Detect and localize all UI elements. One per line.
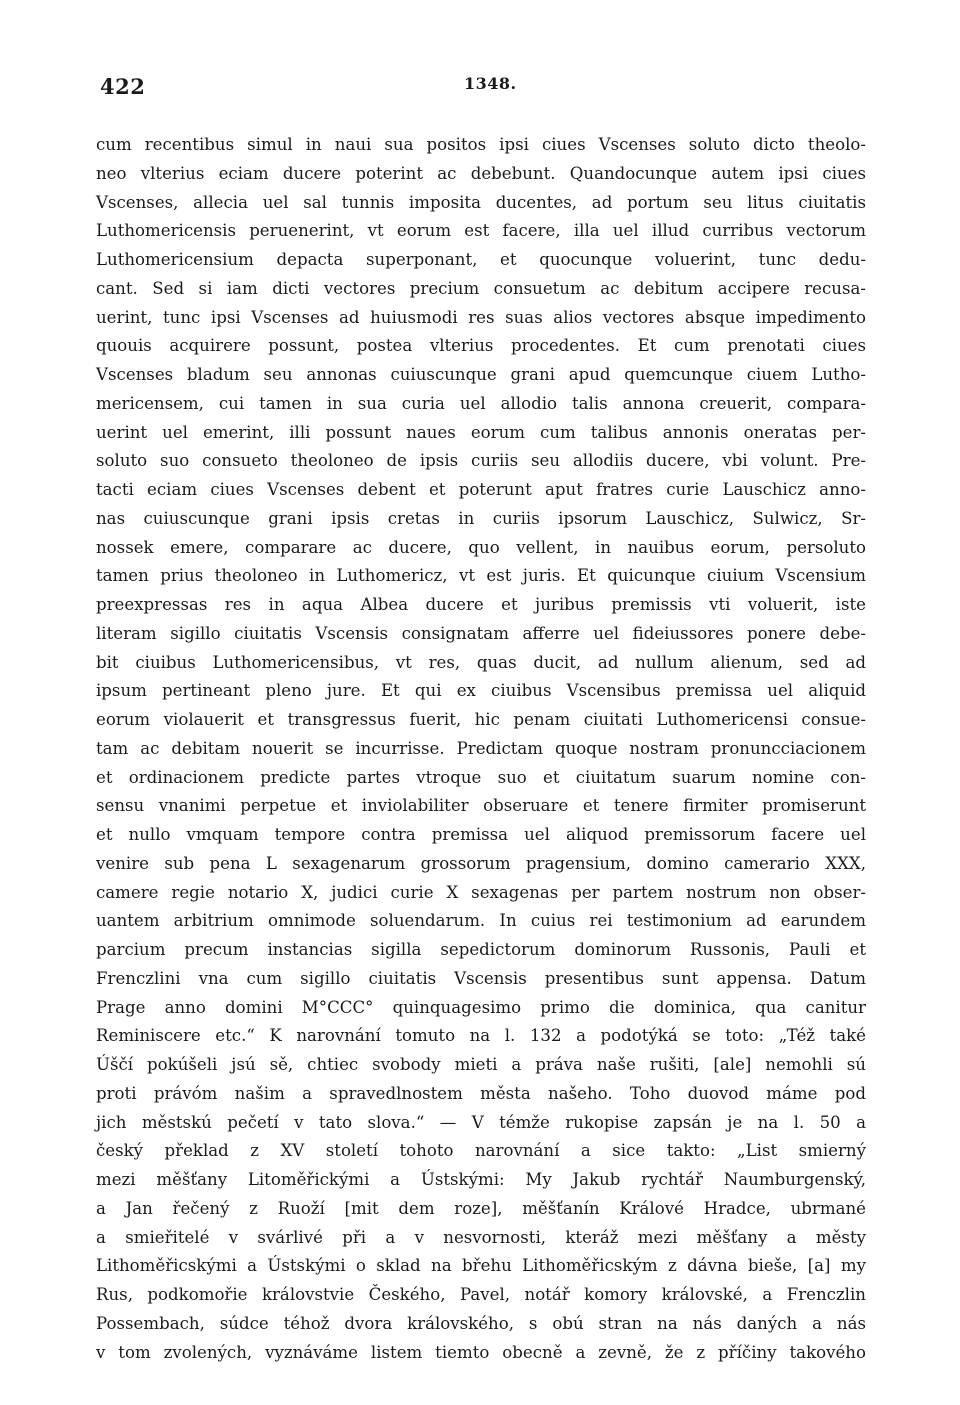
- text-line: ipsum pertineant pleno jure. Et qui ex ciuibus Vscensibus premissa uel aliquid: [96, 681, 866, 701]
- text-line: Rus, podkomořie královstvie Českého, Pavel, notář komory královské, a Frenczlin: [96, 1285, 866, 1304]
- text-line: uerint uel emerint, illi possunt naues eorum cum talibus annonis oneratas per-: [96, 422, 866, 442]
- page-number: 422: [100, 74, 146, 99]
- text-line: et ordinacionem predicte partes vtroque suo et ciuitatum suarum nomine con-: [96, 767, 866, 787]
- text-line: tam ac debitam nouerit se incurrisse. Predictam quoque nostram pronuncciacionem: [96, 738, 866, 758]
- text-line: Luthomericensium depacta superponant, et quocunque voluerint, tunc dedu-: [96, 250, 866, 269]
- running-head-year: 1348.: [464, 74, 517, 93]
- text-line: cum recentibus simul in naui sua positos ipsi ciues Vscenses soluto dicto theolo-: [96, 135, 866, 154]
- body-text: [96, 131, 866, 1367]
- document-page: [96, 70, 866, 1367]
- text-line: bit ciuibus Luthomericensibus, vt res, quas ducit, ad nullum alienum, sed ad: [96, 652, 866, 672]
- text-line: nas cuiuscunque grani ipsis cretas in curiis ipsorum Lauschicz, Sulwicz, Sr-: [96, 508, 866, 528]
- text-line: soluto suo consueto theoloneo de ipsis curiis seu allodiis ducere, vbi volunt. Pre-: [96, 451, 866, 471]
- text-line: Vscenses bladum seu annonas cuiuscunque grani apud quemcunque ciuem Lutho-: [96, 365, 866, 384]
- page-header: [96, 70, 866, 104]
- text-line: eorum violauerit et transgressus fuerit, hic penam ciuitati Luthomericensi consue-: [96, 710, 866, 729]
- text-line: Prage anno domini M°CCC° quinquagesimo primo die dominica, qua canitur: [96, 997, 866, 1017]
- text-line: Lithoměřicskými a Ústskými o sklad na břehu Lithoměřicským z dávna bieše, [a] my: [96, 1256, 866, 1276]
- text-line: et nullo vmquam tempore contra premissa uel aliquod premissorum facere uel: [96, 825, 866, 844]
- text-line: preexpressas res in aqua Albea ducere et juribus premissis vti voluerit, iste: [96, 595, 866, 614]
- text-line: Úščí pokúšeli jsú sě, chtiec svobody mieti a práva naše rušiti, [ale] nemohli sú: [96, 1055, 866, 1074]
- text-line: proti právóm našim a spravedlnostem města našeho. Toho duovod máme pod: [96, 1083, 866, 1103]
- text-line: parcium precum instancias sigilla sepedictorum dominorum Russonis, Pauli et: [96, 940, 866, 959]
- text-line: uerint, tunc ipsi Vscenses ad huiusmodi res suas alios vectores absque impedimento: [96, 307, 866, 327]
- text-line: venire sub pena L sexagenarum grossorum pragensium, domino camerario XXX,: [96, 853, 866, 873]
- text-line: quouis acquirere possunt, postea vlterius procedentes. Et cum prenotati ciues: [96, 336, 866, 356]
- text-line: nossek emere, comparare ac ducere, quo vellent, in nauibus eorum, persoluto: [96, 537, 866, 557]
- text-line: Reminiscere etc.“ K narovnání tomuto na l. 132 a podotýká se toto: „Též také: [96, 1026, 866, 1046]
- text-line: jich městskú pečetí v tato slova.“ — V témže rukopise zapsán je na l. 50 a: [96, 1112, 866, 1132]
- text-line: mezi měšťany Litoměřickými a Ústskými: My Jakub rychtář Naumburgenský,: [96, 1170, 866, 1189]
- text-line: mericensem, cui tamen in sua curia uel allodio talis annona creuerit, compara-: [96, 393, 866, 413]
- text-line: a Jan řečený z Ruoží [mit dem roze], měšťanín Králové Hradce, ubrmané: [96, 1198, 866, 1218]
- text-line: sensu vnanimi perpetue et inviolabiliter obseruare et tenere firmiter promiserunt: [96, 796, 866, 816]
- text-line: v tom zvolených, vyznáváme listem tiemto obecně a zevně, že z příčiny takového: [96, 1342, 866, 1362]
- text-line: Possembach, súdce téhož dvora královského, s obú stran na nás daných a nás: [96, 1313, 866, 1333]
- text-line: literam sigillo ciuitatis Vscensis consignatam afferre uel fideiussores ponere debe-: [96, 623, 866, 643]
- text-line: neo vlterius eciam ducere poterint ac debebunt. Quandocunque autem ipsi ciues: [96, 163, 866, 183]
- text-line: tacti eciam ciues Vscenses debent et poterunt aput fratres curie Lauschicz anno-: [96, 480, 866, 499]
- text-line: camere regie notario X, judici curie X sexagenas per partem nostrum non obser-: [96, 882, 866, 902]
- text-line: a smieřitelé v svárlivé při a v nesvornosti, kteráž mezi měšťany a městy: [96, 1227, 866, 1247]
- text-line: Frenczlini vna cum sigillo ciuitatis Vscensis presentibus sunt appensa. Datum: [96, 968, 866, 988]
- text-line: český překlad z XV století tohoto narovnání a sice takto: „List smierný: [96, 1141, 866, 1161]
- text-line: cant. Sed si iam dicti vectores precium consuetum ac debitum accipere recusa-: [96, 278, 866, 298]
- text-line: Luthomericensis peruenerint, vt eorum est facere, illa uel illud curribus vectorum: [96, 221, 866, 241]
- text-line: uantem arbitrium omnimode soluendarum. In cuius rei testimonium ad earundem: [96, 911, 866, 931]
- text-line: Vscenses, allecia uel sal tunnis imposita ducentes, ad portum seu litus ciuitatis: [96, 192, 866, 212]
- text-line: tamen prius theoloneo in Luthomericz, vt est juris. Et quicunque ciuium Vscensium: [96, 566, 866, 586]
